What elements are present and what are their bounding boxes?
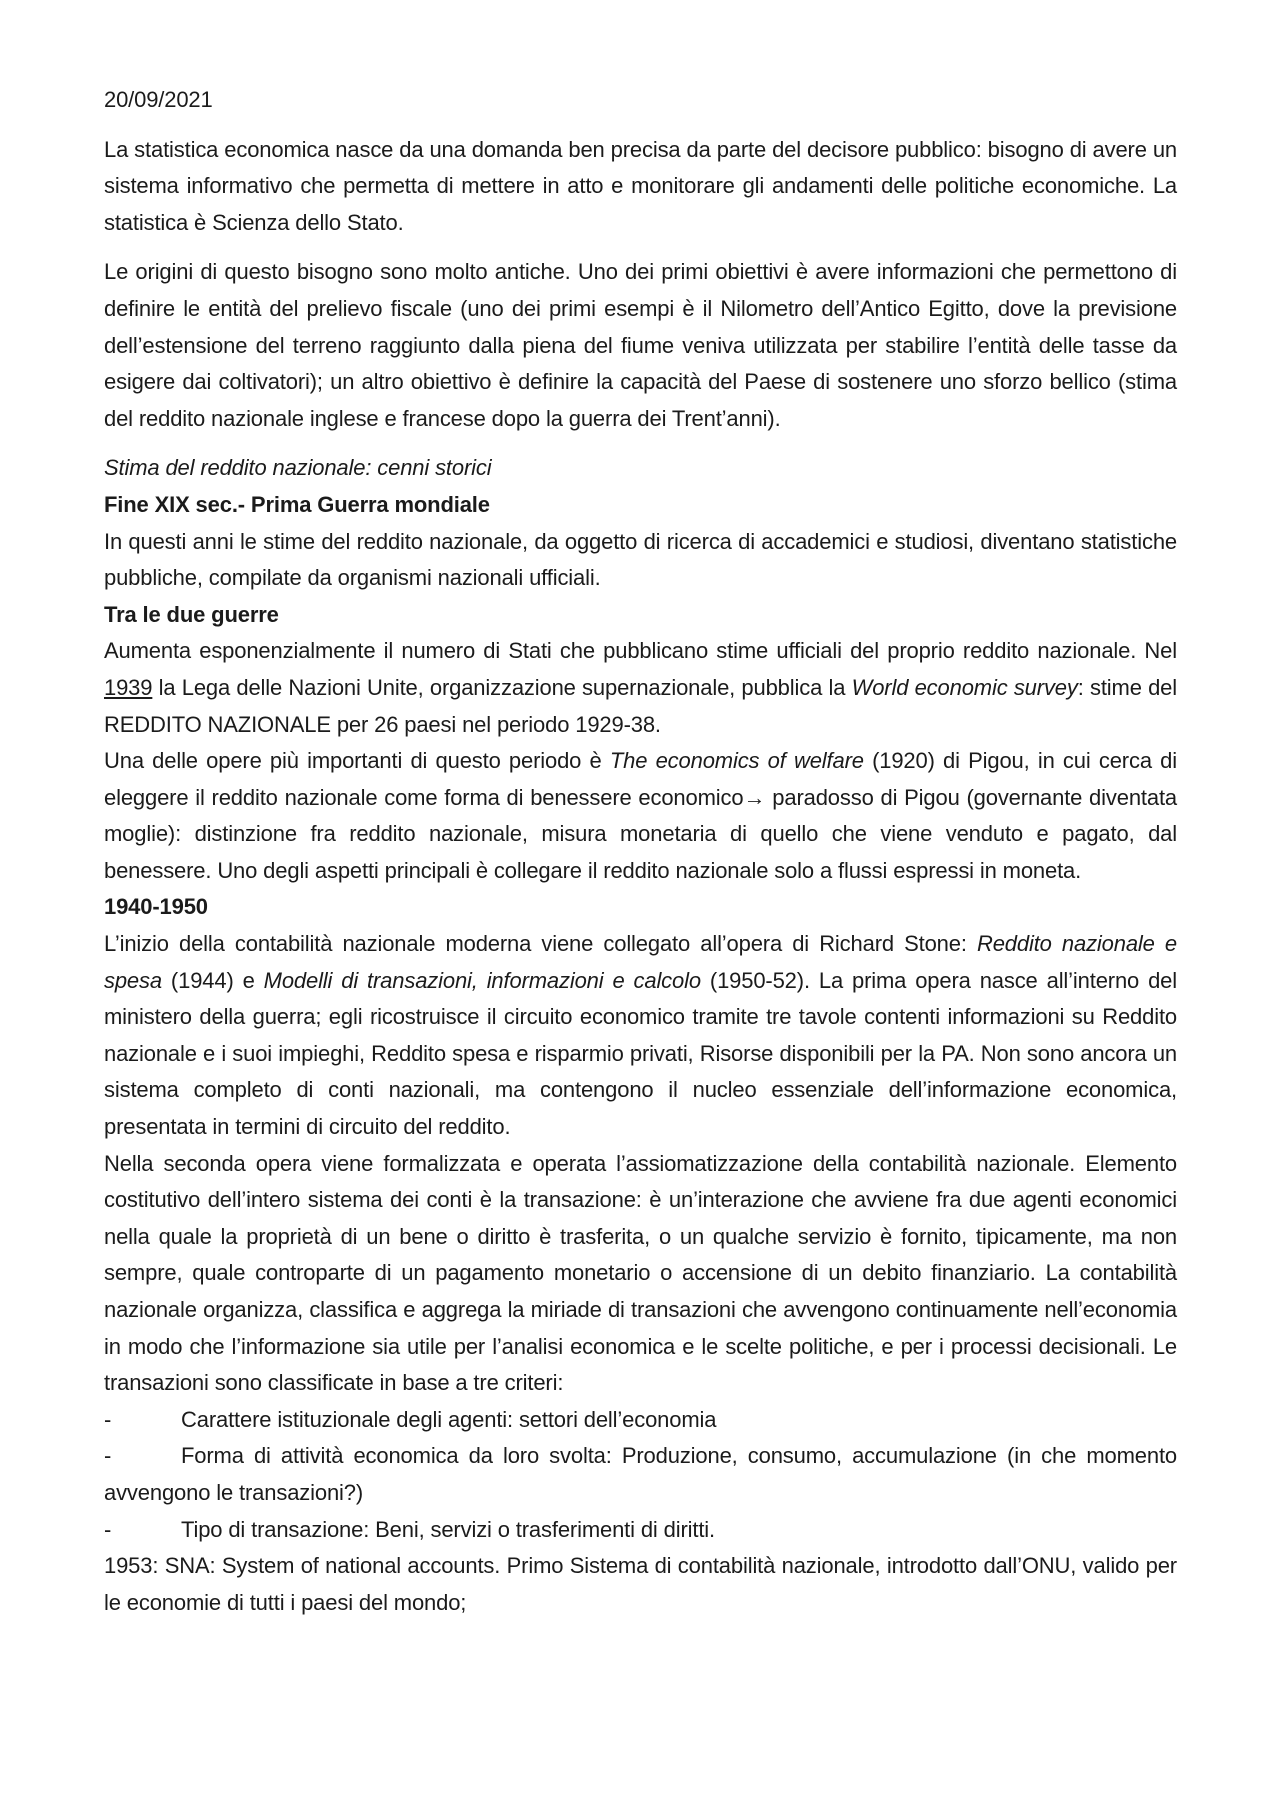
- document-page: [104, 82, 1177, 1621]
- heading-1940-1950: 1940-1950: [104, 894, 208, 920]
- paragraph-1939: Aumenta esponenzialmente il numero di Stati che pubblicano stime ufficiali del proprio reddito nazionale. Nel 1939 la Lega delle Nazioni Unite, organizzazione supernazionale, pubblica la World economic survey: stime del REDDITO NAZIONALE per 26 paesi nel periodo 1929-38.: [104, 638, 1177, 737]
- paragraph-fine-xix: In questi anni le stime del reddito nazionale, da oggetto di ricerca di accademici e studiosi, diventano statistiche pubbliche, compilate da organismi nazionali ufficiali.: [104, 528, 1177, 591]
- paragraph-stone: L’inizio della contabilità nazionale moderna viene collegato all’opera di Richard Stone: Reddito nazionale e spesa (1944) e Modelli di transazioni, informazioni e calcolo (1950-52). La prima opera nasce all’interno del ministero della guerra; egli ricostruisce il circuito economico tramite tre tavole contenti informazioni su Reddito nazionale e i suoi impieghi, Reddito spesa e risparmio privati, Risorse disponibili per la PA. Non sono ancora un sistema completo di conti nazionali, ma contengono il nucleo essenziale dell’informazione economica, presentata in termini di circuito del reddito.: [104, 931, 1177, 1140]
- heading-fine-xix-sec: Fine XIX sec.- Prima Guerra mondiale: [104, 491, 490, 517]
- list-item-tipo: - Tipo di transazione: Beni, servizi o trasferimenti di diritti.: [104, 1516, 715, 1542]
- list-item-forma: - Forma di attività economica da loro svolta: Produzione, consumo, accumulazione (in che momento avvengono le transazioni?): [104, 1443, 1177, 1505]
- heading-stima-reddito: Stima del reddito nazionale: cenni storici: [104, 455, 492, 481]
- paragraph-transazione: Nella seconda opera viene formalizzata e operata l’assiomatizzazione della contabilità nazionale. Elemento costitutivo dell’intero sistema dei conti è la transazione: è un’interazione che avviene fra due agenti economici nella quale la proprietà di un bene o diritto è trasferita, o un qualche servizio è fornito, tipicamente, ma non sempre, quale controparte di un pagamento monetario o accensione di un debito finanziario. La contabilità nazionale organizza, classifica e aggrega la miriade di transazioni che avvengono continuamente nell’economia in modo che l’informazione sia utile per l’analisi economica e le scelte politiche, e per i processi decisionali. Le transazioni sono classificate in base a tre criteri:: [104, 1150, 1177, 1396]
- paragraph-origini: Le origini di questo bisogno sono molto antiche. Uno dei primi obiettivi è avere informazioni che permettono di definire le entità del prelievo fiscale (uno dei primi esempi è il Nilometro dell’Antico Egitto, dove la previsione dell’estensione del terreno raggiunto dalla piena del fiume veniva utilizzata per stabilire l’entità delle tasse da esigere dai coltivatori); un altro obiettivo è definire la capacità del Paese di sostenere uno sforzo bellico (stima del reddito nazionale inglese e francese dopo la guerra dei Trent’anni).: [104, 259, 1177, 431]
- paragraph-sna-1953: 1953: SNA: System of national accounts. Primo Sistema di contabilità nazionale, introdotto dall’ONU, valido per le economie di tutti i paesi del mondo;: [104, 1553, 1177, 1615]
- heading-tra-le-due-guerre: Tra le due guerre: [104, 601, 279, 627]
- paragraph-intro: La statistica economica nasce da una domanda ben precisa da parte del decisore pubblico: bisogno di avere un sistema informativo che permetta di mettere in atto e monitorare gli andamenti delle politiche economiche. La statistica è Scienza dello Stato.: [104, 136, 1177, 235]
- paragraph-pigou: Una delle opere più importanti di questo periodo è The economics of welfare (1920) di Pigou, in cui cerca di eleggere il reddito nazionale come forma di benessere economico→ paradosso di Pigou (governante diventata moglie): distinzione fra reddito nazionale, misura monetaria di quello che viene venduto e pagato, dal benessere. Uno degli aspetti principali è collegare il reddito nazionale solo a flussi espressi in moneta.: [104, 748, 1178, 883]
- list-item-carattere: - Carattere istituzionale degli agenti: settori dell’economia: [104, 1406, 717, 1432]
- date-line: 20/09/2021: [104, 87, 213, 112]
